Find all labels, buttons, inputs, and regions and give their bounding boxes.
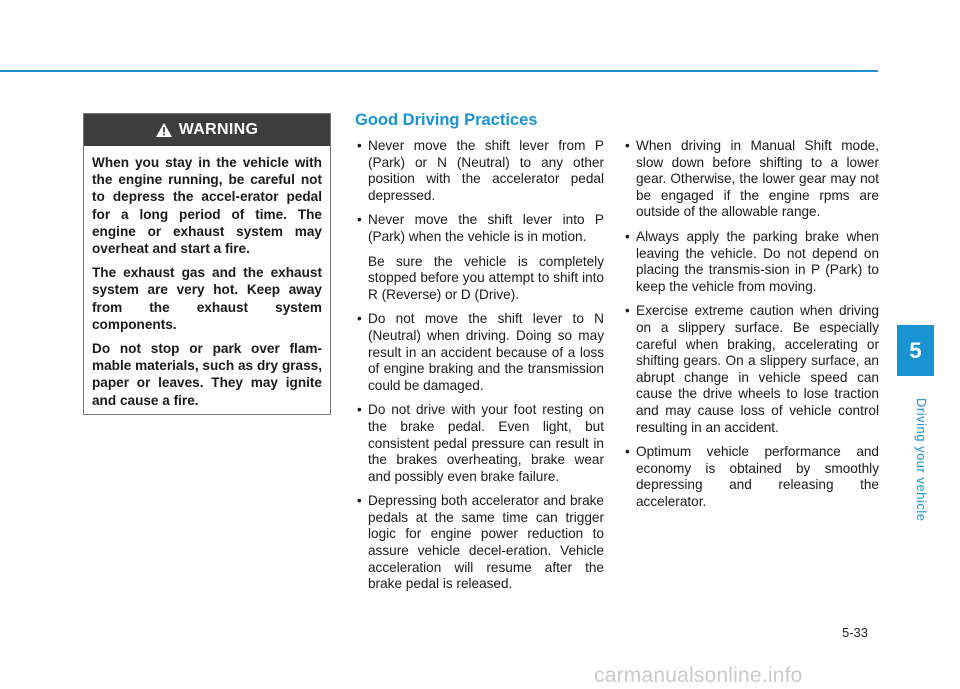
- list-item-text: Optimum vehicle performance and economy is obtained by smoothly depressing and releasing the accelerator.: [636, 444, 879, 509]
- warning-header: [84, 114, 330, 146]
- warning-paragraph: When you stay in the vehicle with the engine running, be careful not to depress the accel-erator pedal for a long period of time. The engine or exhaust system may overheat and start a fire.: [92, 155, 322, 257]
- list-item: [355, 402, 604, 485]
- bullet-icon: •: [357, 402, 362, 418]
- list-item-text: When driving in Manual Shift mode, slow down before shifting to a lower gear. Otherwise, the lower gear may not be engaged if the engine rpms are outside of the allowable range.: [636, 138, 879, 220]
- warning-title: WARNING: [178, 121, 259, 138]
- warning-box: [83, 113, 331, 415]
- list-item-text: Always apply the parking brake when leaving the vehicle. Do not depend on placing the transmis-sion in P (Park) to keep the vehicle from moving.: [636, 228, 879, 294]
- list-item: [355, 311, 604, 394]
- list-item: [355, 493, 604, 593]
- list-item: [623, 138, 879, 221]
- bullet-icon: •: [357, 311, 362, 327]
- right-column: [623, 138, 879, 518]
- page-number: 5-33: [842, 625, 869, 640]
- warning-paragraph: Do not stop or park over flam-mable materials, such as dry grass, paper or leaves. They may ignite and cause a fire.: [92, 341, 322, 408]
- list-item: [355, 212, 604, 303]
- bullet-icon: •: [625, 303, 630, 319]
- bullet-icon: •: [625, 138, 630, 153]
- header-rule: [0, 70, 878, 72]
- list-item-text: Never move the shift lever into P (Park) when the vehicle is in motion.: [368, 212, 604, 244]
- bullet-icon: •: [357, 493, 362, 509]
- list-item-text: Do not move the shift lever to N (Neutral) when driving. Doing so may result in an accident because of a loss of engine braking and the transmission could be damaged.: [368, 311, 604, 393]
- list-item-text: Exercise extreme caution when driving on a slippery surface. Be especially careful when braking, accelerating or shifting gears. On a slippery surface, an abrupt change in vehicle speed can cause the drive wheels to lose traction and may cause loss of vehicle control resulting in an accident.: [636, 303, 879, 435]
- warning-body: [84, 146, 330, 409]
- list-item: [623, 444, 879, 510]
- bullet-icon: •: [625, 228, 630, 244]
- practices-list-continued: [623, 138, 879, 510]
- list-item-text: Never move the shift lever from P (Park) or N (Neutral) to any other position with the accelerator pedal depressed.: [368, 138, 604, 203]
- practices-list: [355, 138, 604, 593]
- warning-paragraph: The exhaust gas and the exhaust system are very hot. Keep away from the exhaust system components.: [92, 265, 322, 332]
- middle-column: [355, 110, 604, 601]
- list-item-subtext: Be sure the vehicle is completely stopped before you attempt to shift into R (Reverse) or D (Drive).: [368, 253, 604, 302]
- watermark: carmanualsonline.info: [594, 664, 803, 687]
- chapter-label: Driving your vehicle: [914, 398, 929, 522]
- bullet-icon: •: [625, 444, 630, 460]
- list-item: [355, 138, 604, 204]
- section-title: Good Driving Practices: [355, 111, 538, 129]
- list-item-text: Do not drive with your foot resting on the brake pedal. Even light, but consistent pedal pressure can result in the brakes overheating, brake wear and possibly even brake failure.: [368, 402, 604, 484]
- list-item-text: Depressing both accelerator and brake pedals at the same time can trigger logic for engine power reduction to assure vehicle decel-eration. Vehicle acceleration will resume after the brake pedal is released.: [368, 493, 604, 592]
- list-item: [623, 303, 879, 436]
- bullet-icon: •: [357, 138, 362, 153]
- chapter-tab[interactable]: 5: [897, 325, 934, 376]
- bullet-icon: •: [357, 212, 362, 228]
- warning-triangle-icon: [156, 123, 172, 137]
- list-item: [623, 229, 879, 295]
